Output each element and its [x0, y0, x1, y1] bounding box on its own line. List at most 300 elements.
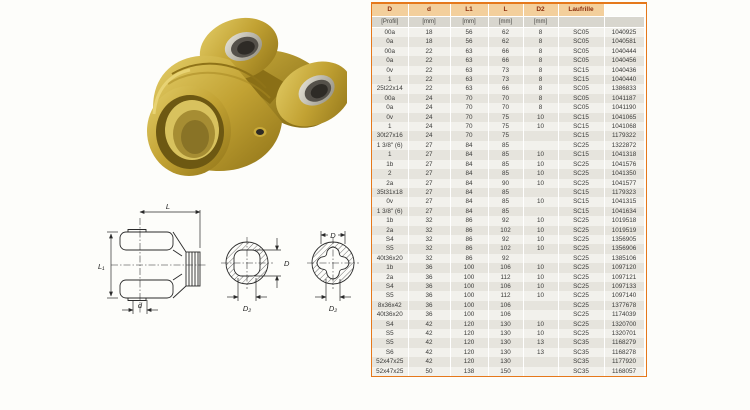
cell-d: 32 [408, 244, 450, 253]
cell-D2: 10 [523, 273, 558, 282]
cell-L: 62 [488, 37, 523, 46]
cell-L1: 84 [450, 141, 488, 150]
cell-L: 73 [488, 75, 523, 84]
cell-laufrille: SC35 [558, 367, 604, 376]
cell-d: 22 [408, 56, 450, 65]
table-row [372, 141, 644, 150]
cell-L: 130 [488, 348, 523, 357]
column-unit-mm: [mm] [450, 17, 488, 28]
column-header-D: D [372, 4, 408, 17]
cell-partnumber: 1041068 [604, 122, 644, 131]
table-row [372, 216, 644, 225]
cell-L1: 63 [450, 56, 488, 65]
label-d: d [137, 301, 143, 310]
cell-d: 27 [408, 150, 450, 159]
cell-L: 66 [488, 56, 523, 65]
cell-L1: 100 [450, 273, 488, 282]
cell-D2 [523, 301, 558, 310]
cell-profil: 1b [372, 263, 408, 272]
cell-laufrille: SC25 [558, 141, 604, 150]
cell-D2 [523, 141, 558, 150]
table-row [372, 122, 644, 131]
cell-L: 112 [488, 273, 523, 282]
column-header-L: L [488, 4, 523, 17]
cell-laufrille: SC25 [558, 169, 604, 178]
cell-partnumber: 1040925 [604, 28, 644, 38]
cell-profil: 40t36x20 [372, 310, 408, 319]
cell-L1: 100 [450, 263, 488, 272]
table-row [372, 226, 644, 235]
cell-d: 24 [408, 122, 450, 131]
cell-partnumber: 1041190 [604, 103, 644, 112]
cell-D2: 10 [523, 197, 558, 206]
cell-profil: 30t27x16 [372, 131, 408, 140]
label-D2: D₂ [328, 304, 338, 313]
cell-laufrille: SC05 [558, 103, 604, 112]
cell-laufrille: SC25 [558, 244, 604, 253]
cell-partnumber: 1040440 [604, 75, 644, 84]
cell-L: 112 [488, 291, 523, 300]
cell-D2: 10 [523, 113, 558, 122]
cell-d: 22 [408, 84, 450, 93]
cell-d: 22 [408, 75, 450, 84]
table-row [372, 348, 644, 357]
column-header-L1: L1 [450, 4, 488, 17]
label-D: D [284, 259, 290, 268]
cell-laufrille: SC25 [558, 310, 604, 319]
cell-laufrille: SC25 [558, 273, 604, 282]
cell-d: 27 [408, 179, 450, 188]
cell-L: 85 [488, 169, 523, 178]
cell-partnumber: 1040444 [604, 47, 644, 56]
cell-partnumber: 1019519 [604, 226, 644, 235]
cell-partnumber: 1097120 [604, 263, 644, 272]
cell-L1: 138 [450, 367, 488, 376]
cell-d: 42 [408, 329, 450, 338]
cell-partnumber: 1168279 [604, 338, 644, 347]
cell-d: 27 [408, 188, 450, 197]
cell-laufrille: SC15 [558, 66, 604, 75]
cell-partnumber: 1174039 [604, 310, 644, 319]
cell-profil: S5 [372, 329, 408, 338]
cell-D2: 10 [523, 150, 558, 159]
cell-d: 36 [408, 282, 450, 291]
cell-partnumber: 1097133 [604, 282, 644, 291]
table-row [372, 235, 644, 244]
cell-profil: S4 [372, 235, 408, 244]
cell-laufrille: SC35 [558, 357, 604, 366]
table-row [372, 131, 644, 140]
yoke-photo-illustration [132, 4, 347, 194]
cross-section-spline [221, 237, 290, 313]
cell-profil: 35t31x18 [372, 188, 408, 197]
cell-D2: 8 [523, 28, 558, 38]
table-row [372, 273, 644, 282]
cell-d: 27 [408, 197, 450, 206]
table-row [372, 254, 644, 263]
cell-d: 24 [408, 131, 450, 140]
cell-D2: 10 [523, 160, 558, 169]
cell-L1: 120 [450, 357, 488, 366]
cell-profil: 00a [372, 47, 408, 56]
table-row [372, 37, 644, 46]
table-row [372, 56, 644, 65]
cell-laufrille: SC15 [558, 113, 604, 122]
cell-laufrille: SC05 [558, 28, 604, 38]
cell-L1: 120 [450, 338, 488, 347]
cell-L1: 84 [450, 150, 488, 159]
cell-d: 36 [408, 273, 450, 282]
cell-D2: 10 [523, 263, 558, 272]
cell-laufrille: SC05 [558, 94, 604, 103]
cell-L: 106 [488, 301, 523, 310]
cell-L: 85 [488, 141, 523, 150]
cell-d: 18 [408, 37, 450, 46]
cell-L: 66 [488, 47, 523, 56]
cell-D2: 8 [523, 94, 558, 103]
cell-profil: 0a [372, 56, 408, 65]
column-unit-mm: [mm] [488, 17, 523, 28]
cell-profil: 25t22x14 [372, 84, 408, 93]
cell-L: 92 [488, 216, 523, 225]
label-D2: D₂ [242, 304, 252, 313]
cell-profil: S5 [372, 244, 408, 253]
cell-L: 130 [488, 338, 523, 347]
cell-laufrille: SC25 [558, 291, 604, 300]
cell-d: 36 [408, 310, 450, 319]
cell-L1: 70 [450, 131, 488, 140]
cell-L1: 70 [450, 94, 488, 103]
cell-profil: 0a [372, 103, 408, 112]
cell-d: 32 [408, 216, 450, 225]
cell-laufrille: SC25 [558, 179, 604, 188]
cell-laufrille: SC35 [558, 338, 604, 347]
cell-d: 27 [408, 160, 450, 169]
cell-L: 70 [488, 103, 523, 112]
column-header-partnumber [604, 4, 644, 17]
cell-partnumber: 1385106 [604, 254, 644, 263]
cell-L: 73 [488, 66, 523, 75]
table-row [372, 197, 644, 206]
cell-L1: 84 [450, 197, 488, 206]
cell-L: 75 [488, 113, 523, 122]
cell-laufrille: SC15 [558, 131, 604, 140]
label-D: D [330, 231, 336, 240]
column-header-d: d [408, 4, 450, 17]
cell-L1: 100 [450, 291, 488, 300]
cell-D2: 10 [523, 329, 558, 338]
cell-laufrille: SC25 [558, 282, 604, 291]
cell-profil: 1 3/8" (6) [372, 141, 408, 150]
column-header-laufrille: Laufrille [558, 4, 604, 17]
cell-profil: 0v [372, 197, 408, 206]
cell-profil: 2a [372, 226, 408, 235]
dimension-table-frame [371, 2, 647, 377]
cell-L1: 63 [450, 75, 488, 84]
cell-D2: 10 [523, 169, 558, 178]
cell-D2: 8 [523, 56, 558, 65]
cell-d: 32 [408, 254, 450, 263]
cell-L1: 84 [450, 169, 488, 178]
cell-partnumber: 1168057 [604, 367, 644, 376]
column-unit-profil: [Profil] [372, 17, 408, 28]
cell-partnumber: 1356906 [604, 244, 644, 253]
cell-D2: 10 [523, 122, 558, 131]
cell-laufrille: SC15 [558, 150, 604, 159]
cell-profil: S5 [372, 291, 408, 300]
cell-L: 66 [488, 84, 523, 93]
label-L1: L₁ [98, 262, 105, 271]
cell-profil: 8x36x42 [372, 301, 408, 310]
cell-d: 27 [408, 169, 450, 178]
cell-profil: 1b [372, 216, 408, 225]
cell-profil: 00a [372, 94, 408, 103]
table-row [372, 329, 644, 338]
cell-laufrille: SC05 [558, 56, 604, 65]
cell-D2: 10 [523, 235, 558, 244]
cell-L: 130 [488, 329, 523, 338]
cell-laufrille: SC25 [558, 329, 604, 338]
cell-d: 36 [408, 263, 450, 272]
table-row [372, 66, 644, 75]
cell-L1: 86 [450, 244, 488, 253]
label-L: L [165, 202, 171, 211]
cell-partnumber: 1320700 [604, 320, 644, 329]
cell-D2: 8 [523, 75, 558, 84]
cell-partnumber: 1041318 [604, 150, 644, 159]
cell-partnumber: 1177920 [604, 357, 644, 366]
cell-D2: 13 [523, 338, 558, 347]
cell-L1: 56 [450, 37, 488, 46]
cell-laufrille: SC25 [558, 235, 604, 244]
cell-D2 [523, 367, 558, 376]
cell-L1: 70 [450, 122, 488, 131]
cell-L1: 100 [450, 282, 488, 291]
cell-D2 [523, 310, 558, 319]
table-row [372, 367, 644, 376]
cell-D2: 10 [523, 282, 558, 291]
cell-d: 32 [408, 235, 450, 244]
cell-D2: 10 [523, 291, 558, 300]
cell-laufrille: SC05 [558, 84, 604, 93]
cell-L1: 63 [450, 47, 488, 56]
cell-laufrille: SC05 [558, 47, 604, 56]
cell-L1: 84 [450, 160, 488, 169]
cell-laufrille: SC25 [558, 254, 604, 263]
cell-L1: 100 [450, 301, 488, 310]
cell-d: 42 [408, 348, 450, 357]
cell-laufrille: SC25 [558, 301, 604, 310]
cell-partnumber: 1041065 [604, 113, 644, 122]
table-row [372, 338, 644, 347]
table-row [372, 357, 644, 366]
cell-profil: S5 [372, 338, 408, 347]
cell-d: 22 [408, 47, 450, 56]
table-row [372, 28, 644, 38]
cell-laufrille: SC25 [558, 160, 604, 169]
cell-D2: 8 [523, 66, 558, 75]
cell-profil: 1 [372, 122, 408, 131]
dimension-drawing [95, 198, 375, 338]
cell-D2: 8 [523, 84, 558, 93]
cell-profil: 1b [372, 160, 408, 169]
cell-d: 22 [408, 66, 450, 75]
cell-L: 70 [488, 94, 523, 103]
table-row [372, 263, 644, 272]
cell-d: 42 [408, 320, 450, 329]
table-row [372, 113, 644, 122]
cell-partnumber: 1040456 [604, 56, 644, 65]
table-row [372, 188, 644, 197]
cell-L: 150 [488, 367, 523, 376]
cell-profil: 1 3/8" (6) [372, 207, 408, 216]
table-body [372, 28, 644, 377]
table-row [372, 301, 644, 310]
cell-partnumber: 1168278 [604, 348, 644, 357]
table-row [372, 207, 644, 216]
cell-L: 85 [488, 188, 523, 197]
cell-L: 75 [488, 122, 523, 131]
cell-profil: S4 [372, 320, 408, 329]
cell-L1: 120 [450, 348, 488, 357]
cell-L1: 84 [450, 188, 488, 197]
cell-profil: 2 [372, 169, 408, 178]
cell-d: 24 [408, 103, 450, 112]
cell-D2: 10 [523, 226, 558, 235]
cell-partnumber: 1386833 [604, 84, 644, 93]
cell-laufrille: SC15 [558, 75, 604, 84]
table-row [372, 94, 644, 103]
cell-d: 50 [408, 367, 450, 376]
cell-partnumber: 1040436 [604, 66, 644, 75]
cell-d: 42 [408, 338, 450, 347]
table-row [372, 160, 644, 169]
table-row [372, 169, 644, 178]
cell-profil: 0v [372, 113, 408, 122]
cell-profil: 00a [372, 28, 408, 38]
cell-profil: 0v [372, 66, 408, 75]
cross-section-star [307, 231, 359, 313]
cell-profil: S6 [372, 348, 408, 357]
cell-L1: 63 [450, 84, 488, 93]
table-row [372, 47, 644, 56]
cell-profil: S4 [372, 282, 408, 291]
cell-L: 85 [488, 150, 523, 159]
table-header [372, 4, 644, 28]
cell-D2: 8 [523, 47, 558, 56]
cell-L: 102 [488, 244, 523, 253]
column-header-D2: D2 [523, 4, 558, 17]
cell-partnumber: 1179323 [604, 188, 644, 197]
cell-profil: 1 [372, 150, 408, 159]
cell-profil: 52x47x25 [372, 357, 408, 366]
cell-laufrille: SC15 [558, 122, 604, 131]
dimension-table [372, 4, 645, 376]
cell-laufrille: SC25 [558, 263, 604, 272]
table-row [372, 291, 644, 300]
cell-L: 85 [488, 160, 523, 169]
cell-d: 24 [408, 113, 450, 122]
cell-profil: 52x47x25 [372, 367, 408, 376]
cell-L: 106 [488, 263, 523, 272]
cell-L1: 56 [450, 28, 488, 38]
cell-L: 130 [488, 357, 523, 366]
cell-partnumber: 1041577 [604, 179, 644, 188]
cell-partnumber: 1041187 [604, 94, 644, 103]
cell-D2 [523, 254, 558, 263]
cell-D2: 10 [523, 216, 558, 225]
cell-D2 [523, 131, 558, 140]
cell-profil: 1 [372, 75, 408, 84]
cell-D2: 10 [523, 244, 558, 253]
cell-partnumber: 1322872 [604, 141, 644, 150]
cell-L: 90 [488, 179, 523, 188]
cell-profil: 2a [372, 179, 408, 188]
cell-D2: 8 [523, 37, 558, 46]
cell-laufrille: SC35 [558, 348, 604, 357]
table-row [372, 84, 644, 93]
table-row [372, 150, 644, 159]
cell-d: 42 [408, 357, 450, 366]
cell-L1: 120 [450, 329, 488, 338]
cell-L: 130 [488, 320, 523, 329]
cell-profil: 40t36x20 [372, 254, 408, 263]
cell-L1: 120 [450, 320, 488, 329]
cell-L1: 63 [450, 66, 488, 75]
table-row [372, 75, 644, 84]
cell-profil: 2a [372, 273, 408, 282]
cell-laufrille: SC15 [558, 197, 604, 206]
cell-partnumber: 1097121 [604, 273, 644, 282]
product-photo [132, 4, 347, 194]
cell-L: 106 [488, 310, 523, 319]
cell-D2 [523, 207, 558, 216]
cell-d: 24 [408, 94, 450, 103]
table-row [372, 310, 644, 319]
cell-d: 36 [408, 301, 450, 310]
cell-D2: 8 [523, 103, 558, 112]
cell-d: 36 [408, 291, 450, 300]
column-unit-blank [604, 17, 644, 28]
cell-laufrille: SC25 [558, 216, 604, 225]
cell-partnumber: 1377678 [604, 301, 644, 310]
cell-laufrille: SC15 [558, 207, 604, 216]
cell-laufrille: SC15 [558, 188, 604, 197]
cell-d: 32 [408, 226, 450, 235]
table-row [372, 244, 644, 253]
cell-D2 [523, 357, 558, 366]
cell-partnumber: 1041576 [604, 160, 644, 169]
cell-partnumber: 1320701 [604, 329, 644, 338]
cell-d: 27 [408, 141, 450, 150]
column-unit-blank [558, 17, 604, 28]
cell-L: 85 [488, 197, 523, 206]
cell-partnumber: 1097140 [604, 291, 644, 300]
cell-L1: 70 [450, 113, 488, 122]
cell-laufrille: SC25 [558, 226, 604, 235]
cell-D2 [523, 188, 558, 197]
cell-partnumber: 1179322 [604, 131, 644, 140]
cell-laufrille: SC25 [558, 320, 604, 329]
cell-L: 62 [488, 28, 523, 38]
cell-L: 75 [488, 131, 523, 140]
cell-D2: 10 [523, 179, 558, 188]
cell-L1: 86 [450, 254, 488, 263]
cell-partnumber: 1041634 [604, 207, 644, 216]
cell-L: 106 [488, 282, 523, 291]
technical-drawing [95, 198, 375, 338]
cell-d: 27 [408, 207, 450, 216]
